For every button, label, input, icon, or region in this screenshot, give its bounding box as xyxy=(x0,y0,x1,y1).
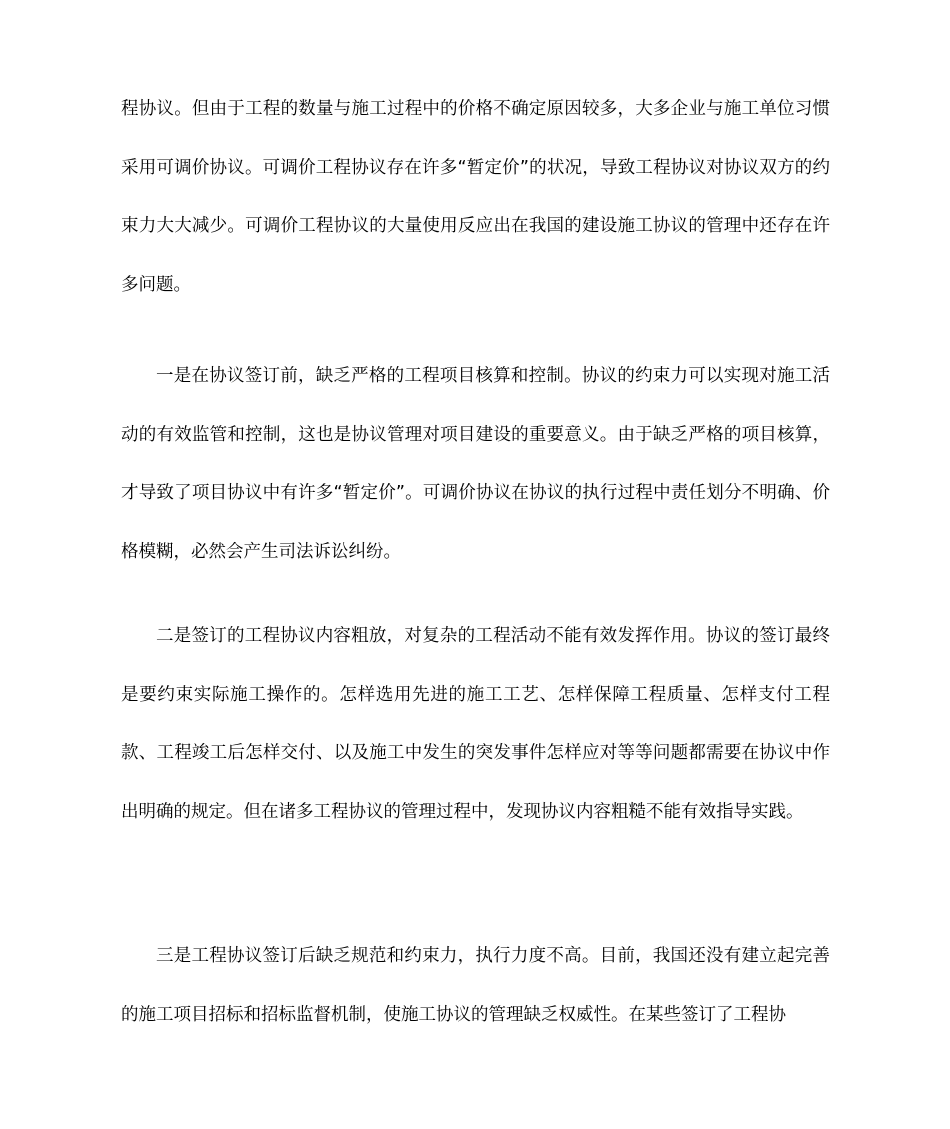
paragraph-point-two: 二是签订的工程协议内容粗放，对复杂的工程活动不能有效发挥作用。协议的签订最终是要约束实际施工操作的。怎样选用先进的施工工艺、怎样保障工程质量、怎样支付工程款、工程竣工后怎样交付、以及施工中发生的突发事件怎样应对等等问题都需要在协议中作出明确的规定。但在诸多工程协议的管理过程中，发现协议内容粗糙不能有效指导实践。 xyxy=(121,626,830,823)
paragraph-point-three: 三是工程协议签订后缺乏规范和约束力，执行力度不高。目前，我国还没有建立起完善的施工项目招标和招标监督机制，使施工协议的管理缺乏权威性。在某些签订了工程协 xyxy=(121,946,830,1025)
paragraph-point-one: 一是在协议签订前，缺乏严格的工程项目核算和控制。协议的约束力可以实现对施工活动的有效监管和控制，这也是协议管理对项目建设的重要意义。由于缺乏严格的项目核算，才导致了项目协议中有许多“暂定价”。可调价协议在协议的执行过程中责任划分不明确、价格模糊，必然会产生司法诉讼纠纷。 xyxy=(121,366,830,563)
paragraph-continuation: 程协议。但由于工程的数量与施工过程中的价格不确定原因较多，大多企业与施工单位习惯采用可调价协议。可调价工程协议存在许多“暂定价”的状况，导致工程协议对协议双方的约束力大大减少。可调价工程协议的大量使用反应出在我国的建设施工协议的管理中还存在许多问题。 xyxy=(121,99,830,296)
